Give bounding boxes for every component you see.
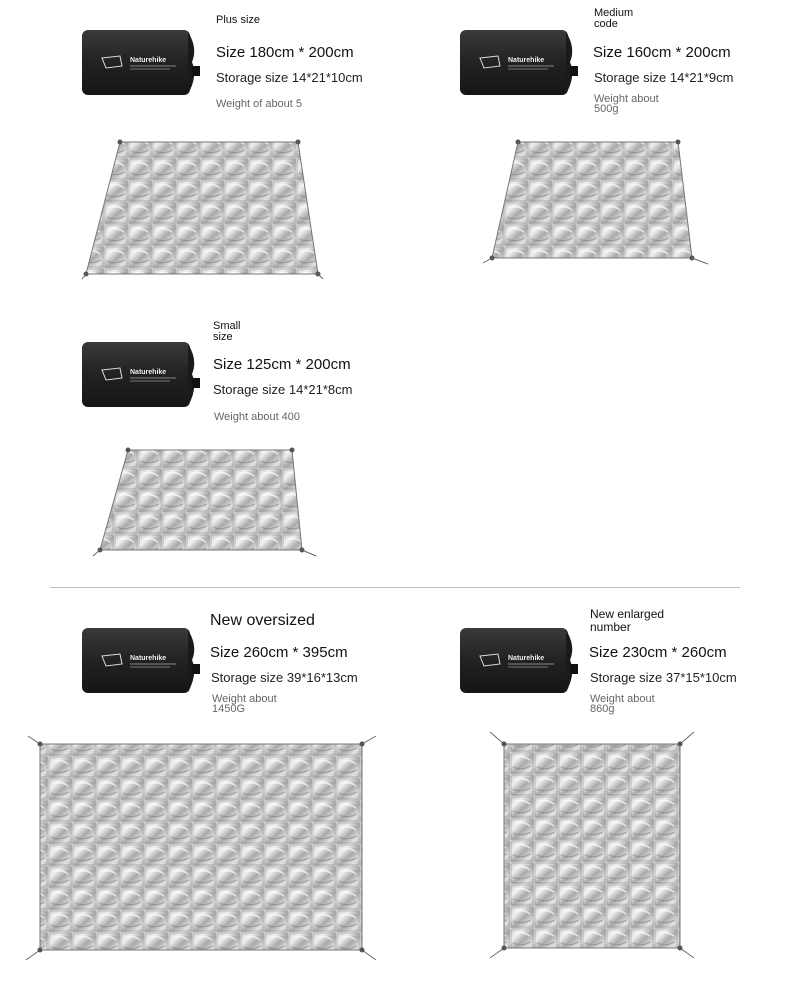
- enlarged-weight-line1: Weight about: [590, 693, 655, 705]
- enlarged-title: [590, 608, 664, 634]
- medium-weight-line2: 500g: [594, 103, 619, 115]
- enlarged-title-line1: New enlarged: [590, 607, 665, 621]
- medium-title-line1: Medium: [594, 7, 634, 19]
- enlarged-weight: [590, 694, 655, 714]
- medium-dimensions: Size 160cm * 200cm: [593, 44, 731, 61]
- brand-logo-text: Naturehike: [508, 57, 545, 64]
- oversized-weight: [212, 694, 277, 714]
- small-weight: Weight about 400: [214, 411, 301, 423]
- brand-logo-text: Naturehike: [130, 369, 167, 376]
- section-divider: [50, 587, 740, 588]
- enlarged-title-line2: number: [590, 620, 631, 634]
- medium-storage-bag-image: [458, 28, 580, 98]
- plus-size-title: Plus size: [216, 14, 261, 26]
- enlarged-weight-line2: 860g: [590, 703, 615, 715]
- plus-size-storage: Storage size 14*21*10cm: [216, 70, 363, 85]
- small-title: [213, 321, 241, 343]
- enlarged-storage-bag-image: [458, 626, 580, 696]
- small-dimensions: Size 125cm * 200cm: [213, 356, 351, 373]
- plus-storage-bag-image: [80, 28, 202, 98]
- medium-title: [594, 8, 633, 30]
- brand-logo-text: Naturehike: [130, 655, 167, 662]
- brand-logo-text: Naturehike: [130, 57, 167, 64]
- oversized-storage-bag-image: [80, 626, 202, 696]
- oversized-weight-line1: Weight about: [212, 693, 277, 705]
- medium-weight: [594, 94, 659, 114]
- plus-size-weight: Weight of about 5: [216, 98, 303, 110]
- small-title-line1: Small: [213, 320, 241, 332]
- enlarged-mat-image: [486, 730, 698, 960]
- small-title-line2: size: [213, 331, 233, 343]
- oversized-weight-line2: 1450G: [212, 703, 246, 715]
- medium-weight-line1: Weight about: [594, 93, 659, 105]
- small-storage: Storage size 14*21*8cm: [213, 382, 353, 397]
- oversized-mat-image: [24, 734, 380, 964]
- plus-size-dimensions: Size 180cm * 200cm: [216, 44, 354, 61]
- medium-mat-image: [480, 136, 712, 268]
- oversized-storage: Storage size 39*16*13cm: [211, 670, 358, 685]
- plus-size-mat-image: [80, 136, 325, 282]
- enlarged-dimensions: Size 230cm * 260cm: [589, 644, 727, 661]
- medium-storage: Storage size 14*21*9cm: [594, 70, 734, 85]
- oversized-dimensions: Size 260cm * 395cm: [210, 644, 348, 661]
- small-storage-bag-image: [80, 340, 202, 410]
- small-mat-image: [90, 446, 322, 562]
- oversized-title: New oversized: [210, 612, 315, 629]
- medium-title-line2: code: [594, 18, 618, 30]
- brand-logo-text: Naturehike: [508, 655, 545, 662]
- enlarged-storage: Storage size 37*15*10cm: [590, 670, 737, 685]
